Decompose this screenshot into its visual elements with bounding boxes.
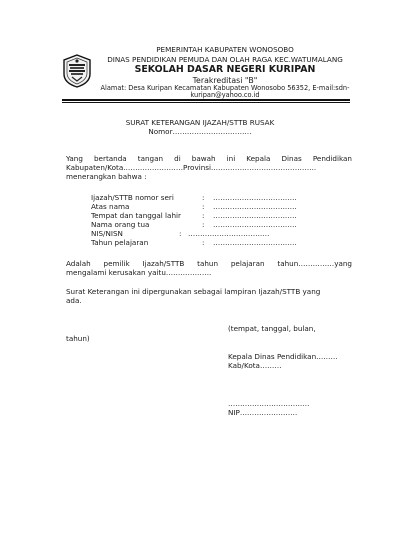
field-value: ……………………………..	[213, 211, 297, 220]
place-date-year: tahun)	[66, 334, 90, 343]
school-address: Alamat: Desa Kuripan Kecamatan Kabupaten Wonosobo 56352, E-mail:sdn-	[100, 84, 350, 92]
field-label: Ijazah/STTB nomor seri	[91, 193, 174, 202]
field-value: …………………………….	[188, 229, 270, 238]
ownership-line-1: Adalah pemilik Ijazah/STTB tahun pelajaran tahun……………yang	[66, 259, 352, 268]
field-value: ……………………………..	[213, 202, 297, 211]
department-name: DINAS PENDIDIKAN PEMUDA DAN OLAH RAGA KEC.WATUMALANG	[107, 55, 343, 64]
signature-line: …………………………….	[228, 399, 310, 408]
field-colon: :	[202, 202, 205, 211]
intro-line-1: Yang bertanda tangan di bawah ini Kepala Dinas Pendidikan	[66, 154, 352, 163]
field-label: NIS/NISN	[91, 229, 123, 238]
field-label: Atas nama	[91, 202, 130, 211]
field-colon: :	[202, 238, 205, 247]
intro-line-2: Kabupaten/Kota.……………………Provinsi.…………………………………….	[66, 163, 317, 172]
field-value: ……………………………..	[213, 193, 297, 202]
signer-nip: NIP……………………	[228, 408, 298, 417]
intro-line-3: menerangkan bahwa :	[66, 172, 147, 181]
school-email: kuripan@yahoo.co.id	[190, 91, 260, 99]
purpose-line-2: ada.	[66, 296, 82, 305]
header-divider-thin	[62, 102, 350, 103]
signer-region: Kab/Kota………	[228, 361, 282, 370]
field-colon: :	[202, 220, 205, 229]
field-colon: :	[202, 193, 205, 202]
field-colon: :	[202, 211, 205, 220]
field-label: Nama orang tua	[91, 220, 150, 229]
government-name: PEMERINTAH KABUPATEN WONOSOBO	[156, 45, 294, 54]
header-divider-thick	[62, 99, 350, 101]
field-value: ……………………………..	[213, 220, 297, 229]
school-name: SEKOLAH DASAR NEGERI KURIPAN	[134, 64, 316, 75]
purpose-line-1: Surat Keterangan ini dipergunakan sebagai lampiran Ijazah/STTB yang	[66, 287, 321, 296]
field-label: Tempat dan tanggal lahir	[91, 211, 181, 220]
field-colon: :	[179, 229, 182, 238]
field-label: Tahun pelajaran	[91, 238, 149, 247]
letter-title: SURAT KETERANGAN IJAZAH/STTB RUSAK	[125, 118, 275, 127]
accreditation: Terakreditasi "B"	[192, 76, 258, 85]
letter-number: Nomor……………………………	[148, 127, 252, 136]
field-value: ……………………………..	[213, 238, 297, 247]
ownership-line-2: mengalami kerusakan yaitu……………….	[66, 268, 212, 277]
signer-title: Kepala Dinas Pendidikan………	[228, 352, 338, 361]
place-date: (tempat, tanggal, bulan,	[228, 324, 316, 333]
